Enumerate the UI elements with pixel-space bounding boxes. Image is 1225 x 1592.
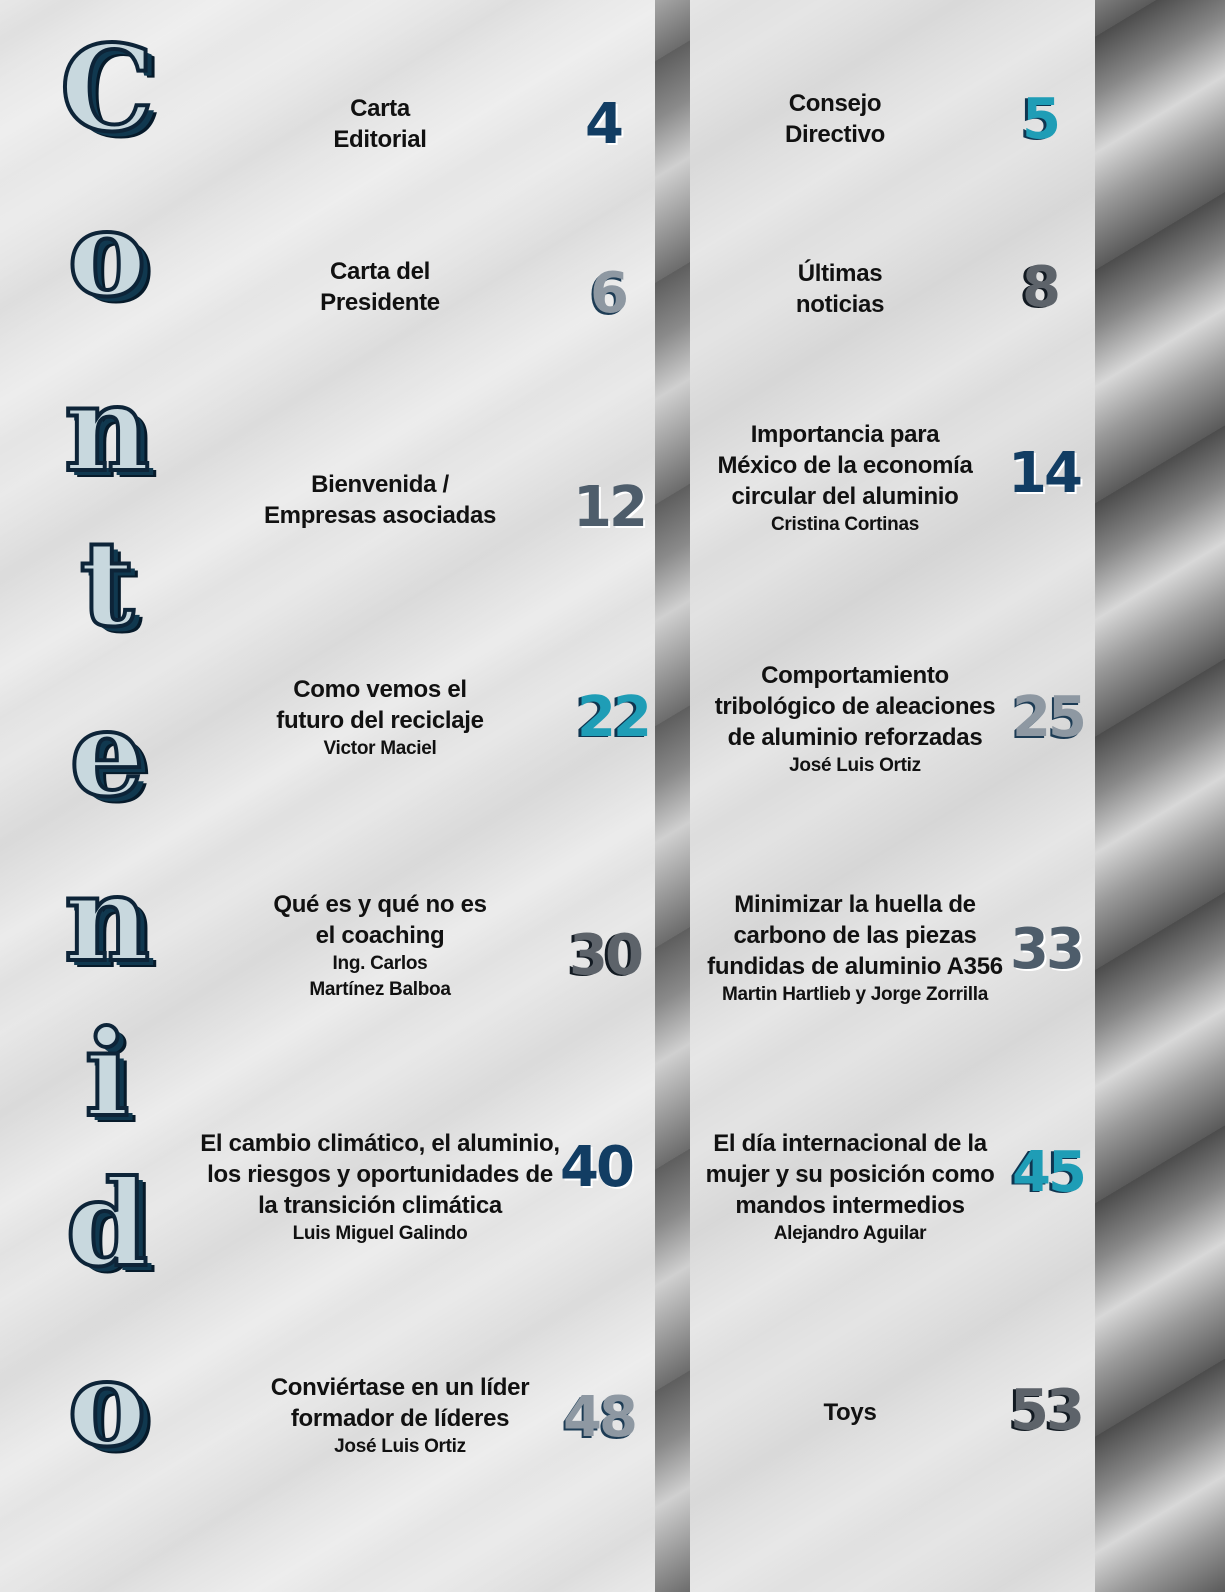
entry-title-line: fundidas de aluminio A356 bbox=[707, 953, 1003, 980]
entry-title-line: los riesgos y oportunidades de bbox=[207, 1161, 553, 1188]
page-number: 14 bbox=[1008, 441, 1080, 506]
entry-title-line: Minimizar la huella de bbox=[734, 891, 976, 918]
entry-title-line: Últimas bbox=[797, 260, 883, 287]
toc-entry-dia-internacional-mujer[interactable] bbox=[690, 1128, 1010, 1247]
entry-author: Cristina Cortinas bbox=[771, 514, 919, 535]
entry-title-line: formador de líderes bbox=[290, 1405, 510, 1432]
title-letter: d bbox=[65, 1154, 149, 1293]
entry-title-line: Consejo bbox=[788, 90, 882, 117]
title-letter: n bbox=[64, 359, 150, 498]
entry-title-line: México de la economía bbox=[717, 452, 973, 479]
entry-title-line: la transición climática bbox=[258, 1192, 502, 1219]
entry-title-line: Carta del bbox=[329, 258, 430, 285]
entry-title-line: Directivo bbox=[784, 121, 885, 148]
entry-title-line: mujer y su posición como bbox=[705, 1161, 995, 1188]
toc-entry-ultimas-noticias[interactable] bbox=[690, 258, 990, 320]
entry-author: José Luis Ortiz bbox=[334, 1436, 466, 1457]
right-aluminum-strip bbox=[1095, 0, 1225, 1592]
entry-title-line: futuro del reciclaje bbox=[276, 707, 484, 734]
toc-entry-importancia-economia-circular[interactable] bbox=[690, 419, 1000, 538]
page-number: 5 bbox=[1022, 87, 1058, 152]
entry-title-line: Carta bbox=[350, 95, 410, 122]
toc-entry-comportamiento-tribologico[interactable] bbox=[700, 660, 1010, 779]
toc-entry-cambio-climatico[interactable] bbox=[195, 1128, 565, 1247]
toc-entry-carta-editorial[interactable] bbox=[210, 93, 550, 155]
page-number: 6 bbox=[590, 261, 626, 326]
entry-author: Martínez Balboa bbox=[309, 979, 451, 1000]
toc-entry-futuro-del-reciclaje[interactable] bbox=[210, 674, 550, 762]
center-aluminum-strip bbox=[655, 0, 690, 1592]
entry-title-line: circular del aluminio bbox=[731, 483, 959, 510]
toc-entry-consejo-directivo[interactable] bbox=[690, 88, 980, 150]
entry-author: José Luis Ortiz bbox=[789, 755, 921, 776]
entry-title-line: Qué es y qué no es bbox=[273, 891, 487, 918]
entry-title-line: Bienvenida / bbox=[311, 471, 449, 498]
page-number: 4 bbox=[585, 92, 621, 157]
page-number: 48 bbox=[563, 1385, 635, 1450]
title-letter: o bbox=[67, 1334, 147, 1473]
page-number: 33 bbox=[1010, 917, 1082, 982]
entry-title-line: noticias bbox=[795, 291, 885, 318]
toc-entry-carta-del-presidente[interactable] bbox=[210, 256, 550, 318]
page-number: 22 bbox=[577, 685, 649, 750]
page-number: 30 bbox=[569, 923, 641, 988]
entry-title-line: de aluminio reforzadas bbox=[727, 724, 983, 751]
entry-title-line: el coaching bbox=[315, 922, 445, 949]
toc-entry-coaching[interactable] bbox=[210, 889, 550, 1003]
entry-title-line: Importancia para bbox=[750, 421, 940, 448]
title-letter: n bbox=[64, 849, 150, 988]
right-column-panel bbox=[690, 0, 1095, 1592]
page-number: 8 bbox=[1022, 255, 1058, 320]
page-number: 45 bbox=[1012, 1140, 1084, 1205]
title-letter: i bbox=[84, 1004, 130, 1143]
toc-entry-toys[interactable] bbox=[700, 1397, 1000, 1428]
page-number: 25 bbox=[1012, 685, 1084, 750]
toc-entry-bienvenida[interactable] bbox=[210, 469, 550, 531]
entry-title-line: El cambio climático, el aluminio, bbox=[200, 1130, 560, 1157]
entry-title-line: Conviértase en un líder bbox=[270, 1374, 530, 1401]
title-letter: o bbox=[67, 184, 147, 323]
title-letter: e bbox=[69, 684, 145, 823]
entry-title-line: Comportamiento bbox=[761, 662, 949, 689]
page-number: 12 bbox=[573, 475, 645, 540]
entry-title-line: Empresas asociadas bbox=[263, 502, 497, 529]
entry-title-line: Toys bbox=[823, 1399, 877, 1426]
page-number: 53 bbox=[1010, 1378, 1082, 1443]
title-letter: C bbox=[60, 19, 154, 158]
entry-author: Alejandro Aguilar bbox=[773, 1223, 927, 1244]
title-letter: t bbox=[79, 514, 135, 653]
entry-author: Victor Maciel bbox=[323, 738, 437, 759]
toc-entry-lider-formador[interactable] bbox=[230, 1372, 570, 1460]
toc-entry-huella-de-carbono[interactable] bbox=[690, 889, 1020, 1008]
page-number: 40 bbox=[560, 1135, 632, 1200]
entry-title-line: Presidente bbox=[320, 289, 440, 316]
entry-title-line: Como vemos el bbox=[293, 676, 467, 703]
entry-title-line: tribológico de aleaciones bbox=[714, 693, 996, 720]
entry-title-line: mandos intermedios bbox=[735, 1192, 965, 1219]
entry-title-line: El día internacional de la bbox=[713, 1130, 987, 1157]
entry-author: Martin Hartlieb y Jorge Zorrilla bbox=[722, 984, 988, 1005]
entry-author: Ing. Carlos bbox=[332, 953, 428, 974]
entry-author: Luis Miguel Galindo bbox=[292, 1223, 468, 1244]
entry-title-line: Editorial bbox=[333, 126, 427, 153]
entry-title-line: carbono de las piezas bbox=[733, 922, 977, 949]
